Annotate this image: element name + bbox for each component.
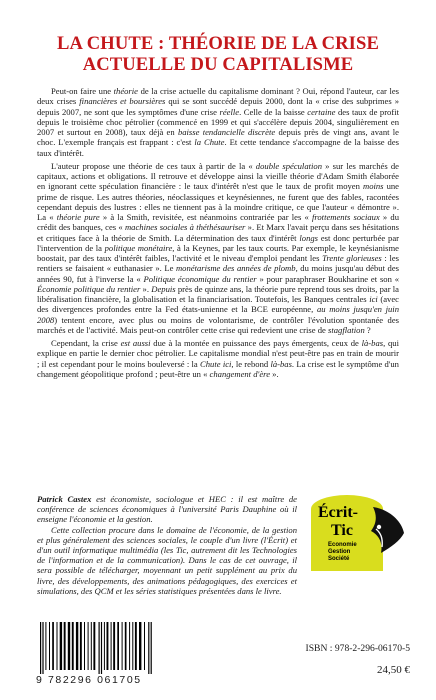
author-name: Patrick Castex (37, 494, 92, 504)
text-run: , à la Keynes, par les taux courts. Par exemple, le keynésianisme boostait, par des taux d'intérêt faibles, l'activité et le niveau d'emploi pendant les (37, 242, 399, 263)
barcode-bar (113, 622, 115, 670)
price: 24,50 € (377, 664, 410, 676)
emphasis-text: théorie pure (56, 212, 100, 222)
book-title (0, 33, 436, 75)
text-run: Cependant, la crise (51, 338, 121, 348)
emphasis-text: Politique économique du rentier (143, 273, 257, 284)
summary-text (37, 86, 399, 382)
text-run: ? (364, 324, 371, 335)
summary-paragraph-3 (37, 338, 399, 379)
barcode-bar (40, 622, 41, 674)
text-run: » pour paraphraser Boukharine et son « (256, 273, 400, 284)
barcode-bar (122, 622, 123, 670)
text-run: , du moins jusqu'au début des années 90, fut à l'inverse la « (37, 263, 399, 284)
text-run: » sur les marchés de capitaux, actions et obligations. Il retrouve et développe ainsi la vieille théorie d'Adam Smith élaborée en ignorant cette spéculation financière : le taux d'intérêt n'est que le taux de profit moyen (37, 160, 399, 192)
text-run: des taux de profit depuis le troisième choc pétrolier (commencé en 1999 et qui s'accélère depuis 2004, singulièrement en 2007 et surtout en 2008), taux déjà en (37, 106, 399, 137)
text-run: : les rentiers se faisaient « euthanasier ». Le (37, 253, 399, 274)
barcode-bar (52, 622, 54, 670)
barcode-bar (76, 622, 78, 670)
logo-sub-gestion: Gestion (328, 548, 351, 555)
barcode-bar (139, 622, 141, 670)
emphasis-text: longs (299, 232, 319, 243)
title-line-2: ACTUELLE DU CAPITALISME (82, 54, 354, 75)
pen-nib-icon (367, 505, 407, 557)
emphasis-text: double spéculation (255, 160, 322, 171)
emphasis-text: Économie politique du rentier (37, 283, 141, 294)
emphasis-text: Trente glorieuses (322, 253, 382, 263)
emphasis-text: est aussi (120, 338, 151, 348)
emphasis-text: certaine (307, 106, 336, 117)
barcode-bar (132, 622, 133, 670)
barcode-bar (91, 622, 92, 670)
logo-sub-economie: Economie (328, 542, 357, 548)
text-run: due à la montée en puissance des pays émergents, ceux de (150, 338, 362, 348)
text-run: Peut-on faire une (51, 86, 114, 96)
emphasis-text: Depuis (151, 283, 176, 294)
barcode-bar (107, 622, 109, 670)
collection-description: Cette collection procure dans le domaine de l'économie, de la gestion et plus généralement des sciences sociales, le couple d'un livre (l'Écrit) et d'un outil informatique multimédia (les Tic, autrement dit les Technologies de l'information et de la communication). Dans le cas de cet ouvrage, il sera possible de télécharger, moyennant un petit supplément au prix du livre, des développements, des animations pédagogiques, des exercices et simulations, des QCM et les séries statistiques présentées dans le livre. (37, 524, 297, 596)
barcode-bar (125, 622, 127, 670)
barcode-bar (64, 622, 66, 670)
emphasis-text: machines sociales à théthésauriser (124, 222, 246, 233)
emphasis-text: la Chute (194, 137, 225, 148)
text-run: près de quinze ans, la théorie pure reprend tous ses droits, par la libéralisation financière, la globalisation et la financiarisation. Toutefois, les Banques centrales (37, 283, 399, 304)
text-run: ». (140, 283, 152, 294)
emphasis-text: baisse tendancielle discrète (177, 127, 276, 137)
emphasis-text: politique monétaire (104, 242, 173, 253)
author-section (37, 494, 297, 596)
emphasis-text: réelle (219, 106, 240, 117)
barcode-bar (99, 622, 100, 674)
barcode-bar (93, 622, 95, 670)
isbn-number: ISBN : 978-2-296-06170-5 (305, 643, 410, 654)
text-run: . Et cette tendance s'accompagne de la baisse des taux d'intérêt. (37, 137, 399, 158)
emphasis-text: là-bas (270, 358, 292, 369)
text-run: L'auteur propose une théorie de ces taux à partir de la « (51, 160, 256, 171)
text-run: qui se sont succédé depuis 2000, dont la « crise des subprimes » depuis 2007, ne sont que les symptômes d'une crise (37, 96, 399, 117)
emphasis-text: Chute ici (200, 358, 232, 369)
emphasis-text: financières et boursières (79, 96, 166, 107)
emphasis-text: ici (369, 294, 378, 304)
title-line-1: LA CHUTE : THÉORIE DE LA CRISE (57, 33, 379, 54)
barcode-bar (45, 622, 46, 670)
text-run: est donc perturbée par l'intervention de la (37, 232, 399, 253)
text-run: ) tentent encore, avec plus ou moins de volontarisme, de contrôler l'évolution spontanée des marchés et de l'activité. Mais peut-on contrôler cette crise qui redevient une crise de (37, 314, 399, 335)
emphasis-text: moins (362, 181, 384, 192)
logo-text-tic: Tic (331, 522, 353, 539)
summary-paragraph-2 (37, 161, 399, 335)
barcode-bar (111, 622, 112, 670)
barcode-bar (144, 622, 145, 670)
barcode-bar (104, 622, 105, 670)
barcode-bar (135, 622, 137, 670)
barcode-bar (57, 622, 58, 670)
barcode-bar (42, 622, 43, 674)
text-run: , qui explique en partie le dernier choc pétrolier. Le capitalisme mondial n'est peut-être pas en train de mourir ; il est cependant pour le moins bouleversé : la (37, 338, 399, 369)
logo-sub-societe: Société (328, 555, 350, 562)
summary-paragraph-1 (37, 86, 399, 158)
text-run: » du crédit des banques, ces « (37, 212, 399, 233)
barcode-bar (80, 622, 82, 670)
barcode-bar (151, 622, 152, 674)
barcode-bar (49, 622, 50, 670)
text-run: ». Et Marx l'avait perçu dans ses hésitations et critiques face à la théorie de Smith. La détermination des taux d'intérêt (37, 222, 400, 243)
barcode (36, 622, 184, 684)
emphasis-text: là-bas (361, 338, 384, 348)
barcode-bar (60, 622, 62, 670)
emphasis-text: stagflation (328, 324, 365, 335)
emphasis-text: changement d'ère (209, 368, 271, 379)
emphasis-text: frottements sociaux (311, 212, 380, 222)
text-run: de la crise actuelle du capitalisme dominant ? Oui, répond l'auteur, car les deux crises (37, 86, 399, 107)
author-bio (37, 494, 297, 525)
ecrit-tic-logo (311, 495, 411, 571)
text-run: . Celle de la baisse (239, 106, 308, 117)
emphasis-text: théorie (113, 86, 138, 96)
barcode-bar (72, 622, 74, 670)
barcode-bar (88, 622, 89, 670)
barcode-bar (129, 622, 130, 670)
barcode-bar (101, 622, 102, 674)
barcode-digits: 9 782296 061705 (36, 674, 142, 686)
logo-text-ecrit: Écrit- (318, 504, 358, 521)
barcode-bar (148, 622, 149, 674)
author-bio-text: est économiste, sociologue et HEC : il est maître de conférence de sciences économiques à l'université Paris Dauphine où il enseigne l'économie et la gestion. (37, 494, 297, 525)
text-run: . La crise est le symptôme d'un changement géopolitique profond ; peut-être un « (37, 358, 399, 379)
emphasis-text: au moins jusqu'en juin 2008 (37, 304, 399, 325)
text-run: ». (270, 368, 279, 379)
text-run: depuis près de vingt ans, avant le choc. L'exemple français est frappant : c'est (37, 127, 399, 148)
barcode-bar (84, 622, 85, 670)
text-run: une prime de risque. Les autres théories, néoclassiques et keynésiennes, ne furent que des fables, racontées cependant depuis des lustres : elles ne tiennent pas à la moindre critique, ce que l'auteur « démontre ». La « (37, 181, 399, 222)
barcode-bars (36, 622, 184, 674)
emphasis-text: monétarisme des années de plomb (175, 263, 296, 274)
text-run: , le rebond (231, 358, 271, 369)
barcode-bar (117, 622, 119, 670)
barcode-bar (68, 622, 70, 670)
text-run: (avec des divergences profondes entre la Fed états-unienne et la BCE européenne, (37, 294, 399, 315)
text-run: » à la Smith, revisitée, est néanmoins contrariée par les « (99, 212, 312, 222)
